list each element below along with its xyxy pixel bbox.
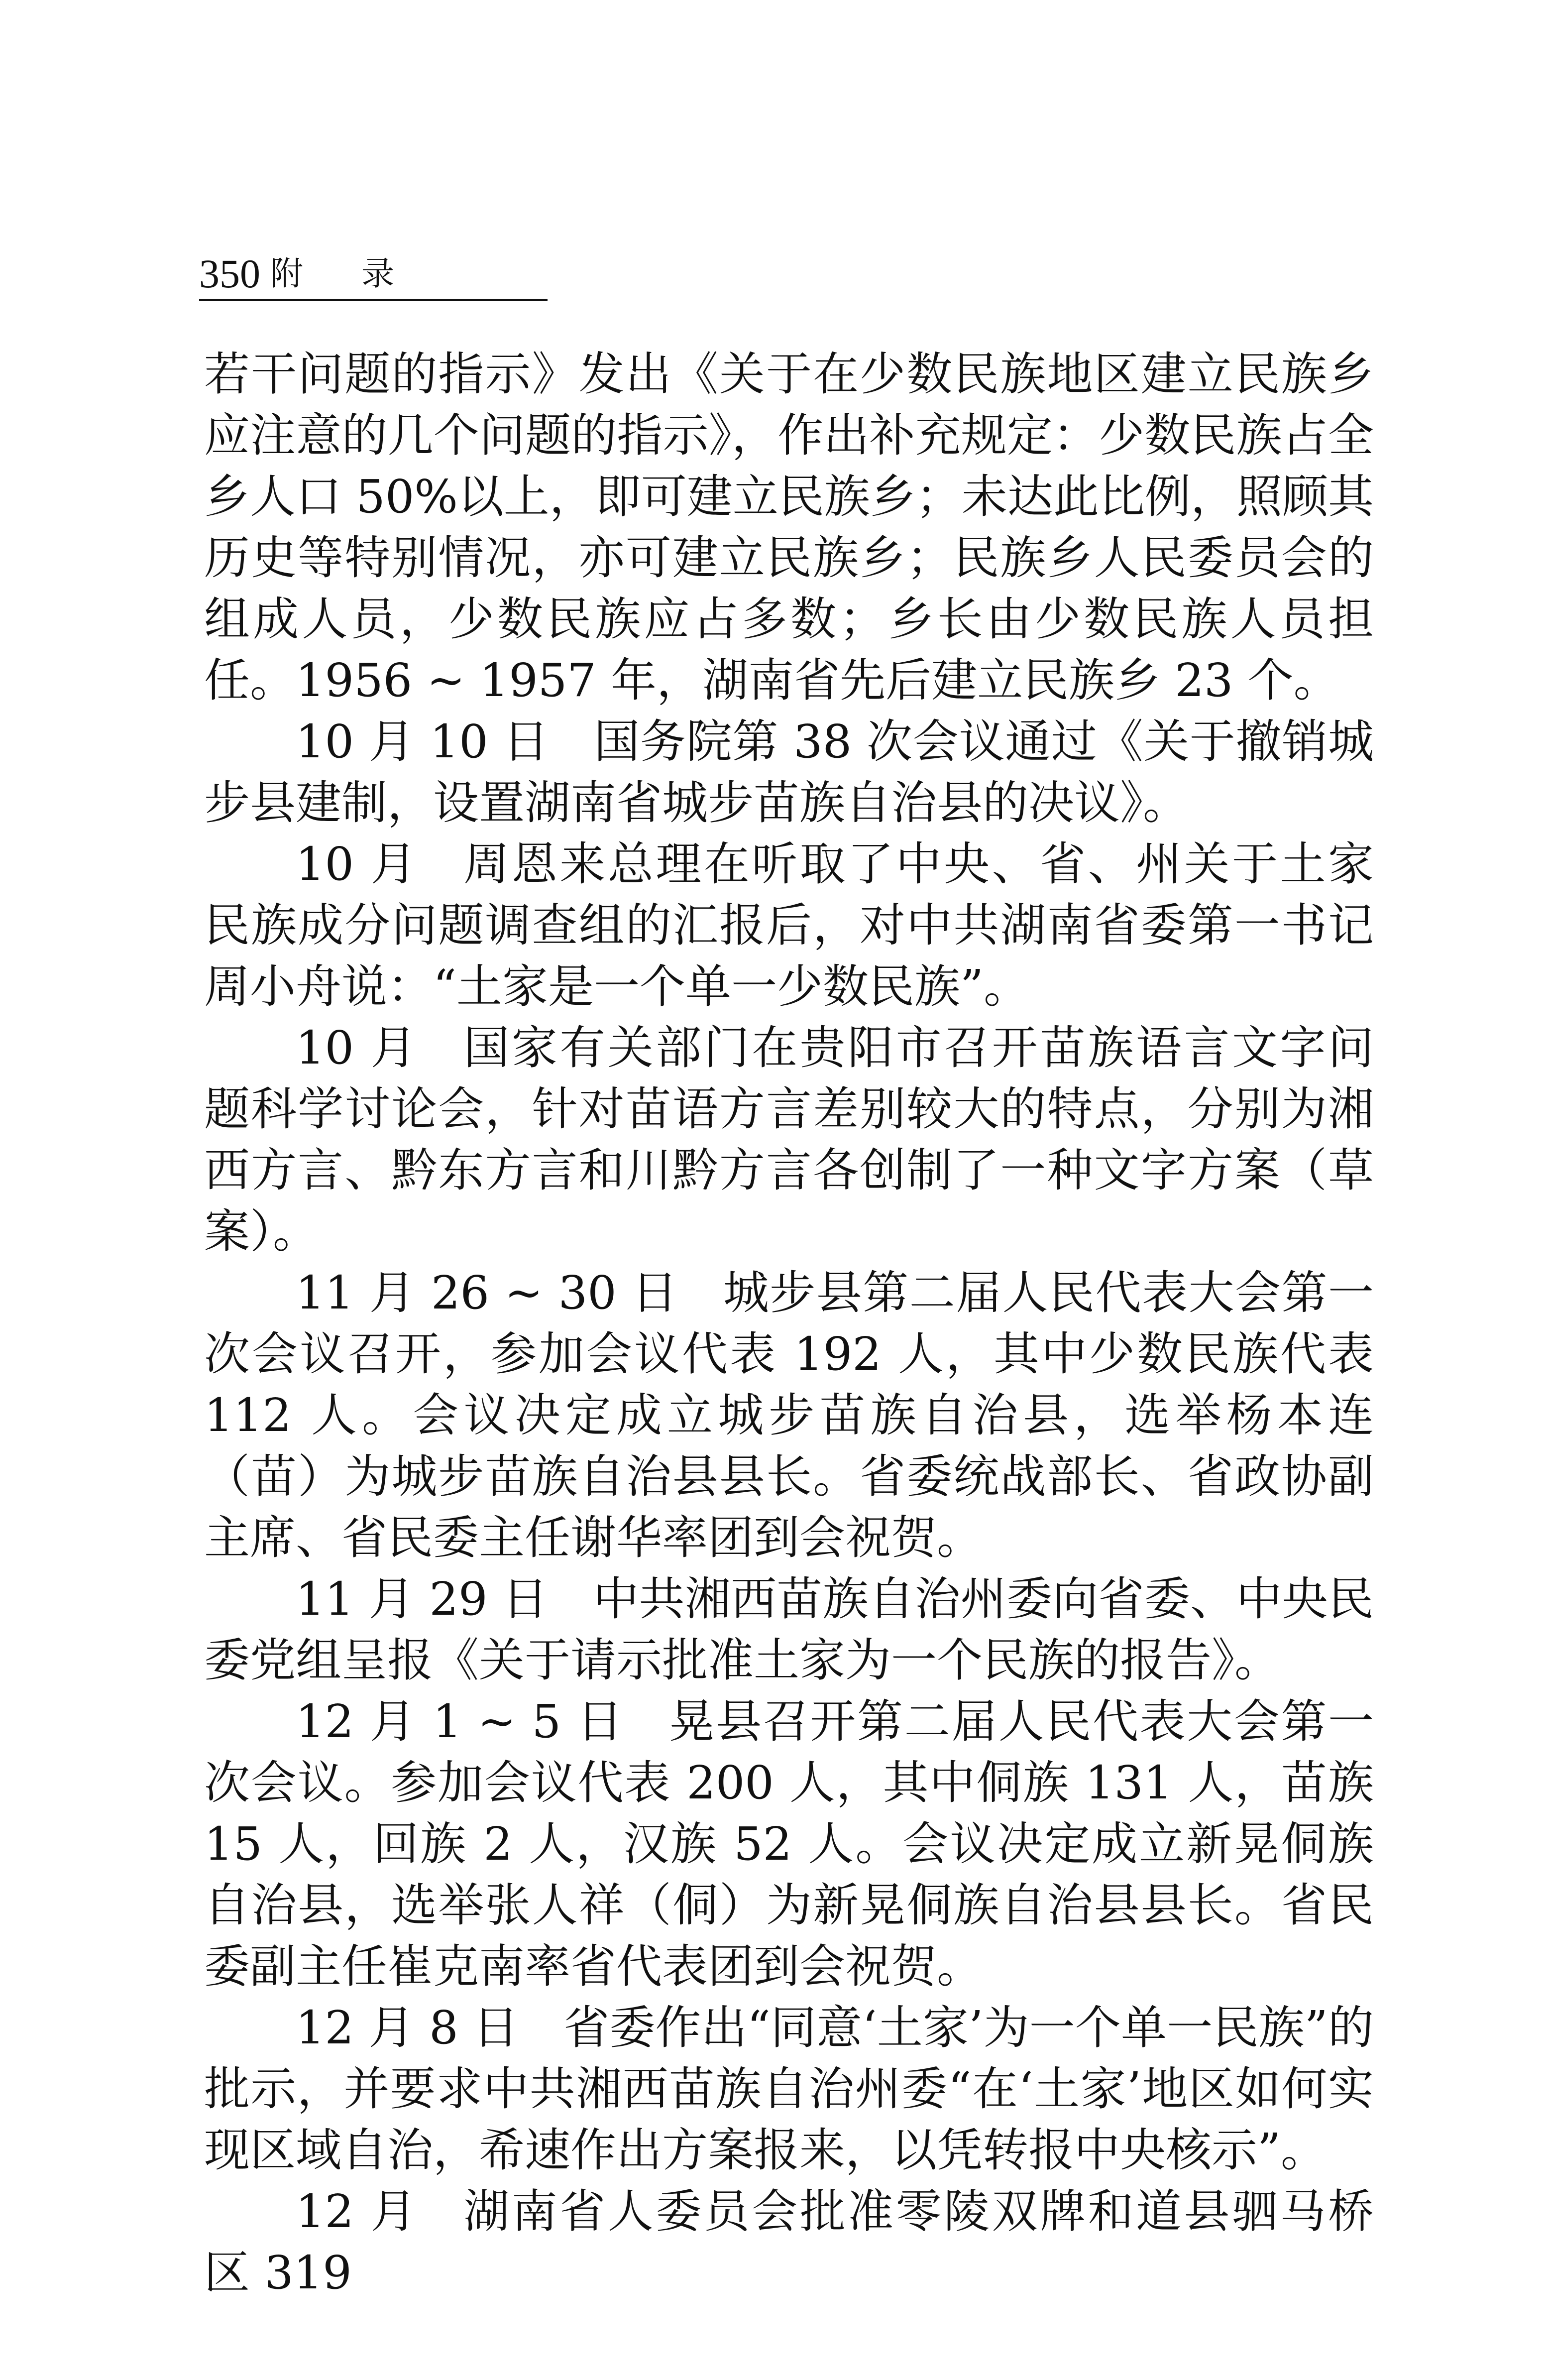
entry-text: 湖南省人委员会批准零陵双牌和道县驷马桥区 319 (204, 2185, 1374, 2299)
page-number: 350 (199, 251, 260, 296)
page-body (204, 344, 1374, 2303)
entry-text: 国务院第 38 次会议通过《关于撤销城步县建制，设置湖南省城步苗族自治县的决议》。 (204, 715, 1374, 830)
chronology-entry (204, 833, 1374, 1017)
entry-text: 省委作出“同意‘土家’为一个单一民族”的批示，并要求中共湘西苗族自治州委“在‘土家’地区如何实现区域自治，希速作出方案报来，以凭转报中央核示”。 (204, 2001, 1374, 2177)
entry-date: 11 月 26 ~ 30 日 (296, 1266, 678, 1319)
chronology-entry (204, 1568, 1374, 1691)
entry-date: 10 月 (296, 837, 419, 891)
chronology-entry (204, 1997, 1374, 2181)
chronology-entry (204, 1017, 1374, 1262)
chronology-entry (204, 1262, 1374, 1568)
paragraph-continued (204, 344, 1374, 711)
paragraph-text: 若干问题的指示》发出《关于在少数民族地区建立民族乡应注意的几个问题的指示》，作出补充规定：少数民族占全乡人口 50%以上，即可建立民族乡；未达此比例，照顾其历史等特别情况，亦可建立民族乡；民族乡人民委员会的组成人员，少数民族应占多数；乡长由少数民族人员担任。1956 ~ 1957 年，湖南省先后建立民族乡 23 个。 (204, 348, 1374, 707)
chronology-entry (204, 711, 1374, 833)
entry-text: 晃县召开第二届人民代表大会第一次会议。参加会议代表 200 人，其中侗族 131 人，苗族 15 人，回族 2 人，汉族 52 人。会议决定成立新晃侗族自治县，选举张人祥（侗）为新晃侗族自治县县长。省民委副主任崔克南率省代表团到会祝贺。 (204, 1695, 1374, 1993)
entry-date: 12 月 8 日 (296, 2001, 519, 2054)
chronology-entry (204, 1691, 1374, 1997)
entry-date: 12 月 1 ~ 5 日 (296, 1695, 624, 1748)
entry-date: 10 月 (296, 1021, 419, 1074)
entry-text: 周恩来总理在听取了中央、省、州关于土家民族成分问题调查组的汇报后，对中共湖南省委第一书记周小舟说：“土家是一个单一少数民族”。 (204, 837, 1374, 1013)
entry-date: 10 月 10 日 (296, 715, 550, 768)
entry-text: 城步县第二届人民代表大会第一次会议召开，参加会议代表 192 人，其中少数民族代表 112 人。会议决定成立城步苗族自治县，选举杨本连（苗）为城步苗族自治县县长。省委统战部长、省政协副主席、省民委主任谢华率团到会祝贺。 (204, 1266, 1374, 1564)
chronology-entry (204, 2181, 1374, 2303)
entry-date: 12 月 (296, 2185, 419, 2238)
entry-text: 中共湘西苗族自治州委向省委、中央民委党组呈报《关于请示批准土家为一个民族的报告》。 (204, 1572, 1374, 1687)
section-title: 附 录 (270, 254, 418, 293)
running-header (199, 249, 548, 301)
entry-text: 国家有关部门在贵阳市召开苗族语言文字问题科学讨论会，针对苗语方言差别较大的特点，分别为湘西方言、黔东方言和川黔方言各创制了一种文字方案（草案）。 (204, 1021, 1374, 1258)
entry-date: 11 月 29 日 (296, 1572, 549, 1626)
